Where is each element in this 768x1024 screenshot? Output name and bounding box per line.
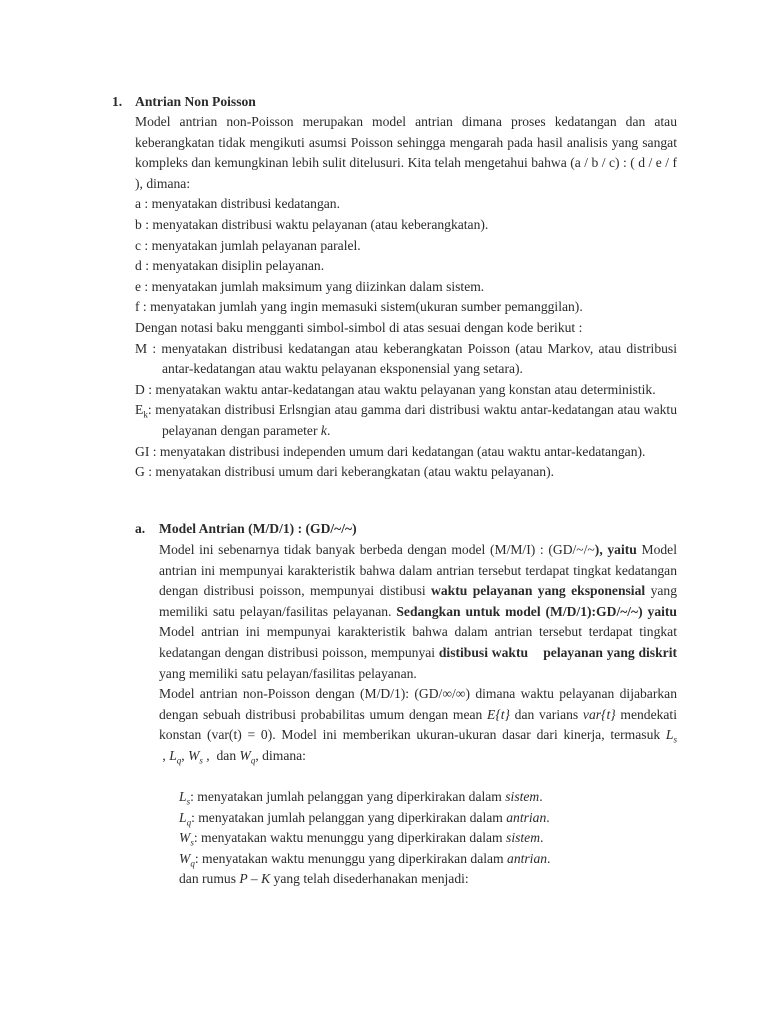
variable-list	[179, 787, 679, 890]
var-wq-place: antrian	[507, 850, 548, 866]
ls-symbol: L	[665, 727, 674, 743]
p1-text-1: Model ini sebenarnya tidak banyak berbeda dengan model (M/M/I) : (GD/~/~	[159, 542, 595, 557]
var-lq-place: antrian	[506, 809, 547, 825]
var-ws-end: .	[540, 830, 544, 846]
variance-symbol: var{t}	[582, 706, 616, 722]
model-comparison-paragraph	[159, 540, 677, 684]
notation-list	[135, 194, 677, 318]
p2-sep-1: ,	[159, 747, 170, 763]
p2-text-2: dan varians	[509, 706, 583, 722]
lq-subscript: q	[176, 755, 182, 766]
notation-item-a: a : menyatakan distribusi kedatangan.	[135, 196, 340, 212]
code-m: M : menyatakan distribusi kedatangan atau keberangkatan Poisson (atau Markov, atau distribusi antar-kedatangan atau waktu pelayanan eksponensial yang setara).	[135, 340, 677, 377]
code-d: D : menyatakan waktu antar-kedatangan atau waktu pelayanan yang konstan atau deterministik.	[135, 381, 656, 397]
ek-subscript: k	[143, 410, 148, 421]
var-wq	[179, 849, 679, 870]
code-gi: GI : menyatakan distribusi independen umum dari kedatangan (atau waktu antar-kedatangan).	[135, 443, 646, 459]
ek-parameter: k	[320, 422, 327, 438]
var-wq-text: : menyatakan waktu menunggu yang diperkirakan dalam	[194, 850, 508, 866]
subsection-body	[159, 540, 677, 767]
var-ws-text: : menyatakan waktu menunggu yang diperkirakan dalam	[193, 830, 507, 846]
subsection-title: Model Antrian (M/D/1) : (GD/~/~)	[159, 521, 357, 536]
notation-item-c: c : menyatakan jumlah pelayanan paralel.	[135, 237, 361, 253]
var-lq-subscript: q	[186, 817, 192, 828]
mean-symbol: E{t}	[487, 706, 510, 722]
formula-intro-1: dan rumus	[179, 871, 240, 887]
p1-text-4: Model antrian ini mempunyai karakteristik bahwa dalam antrian tersebut terdapat tingkat kedatangan dengan distribusi poisson, mempunyai	[159, 624, 677, 660]
intro-paragraph: Model antrian non-Poisson merupakan model antrian dimana proses kedatangan dan atau keberangkatan tidak mengikuti asumsi Poisson sehingga mengarah pada hasil analisis yang sangat kompleks dan kemungkinan lebih sulit ditelusuri. Kita telah mengetahui bahwa (a / b / c) : ( d / e / f ), dimana:	[135, 114, 677, 191]
var-ls	[179, 787, 679, 808]
p2-sep-2: ,	[181, 747, 189, 763]
var-lq-end: .	[546, 809, 550, 825]
section-body	[135, 112, 677, 483]
p2-text-4: dan	[213, 747, 240, 763]
ws-symbol: W	[188, 747, 200, 763]
var-ls-place: sistem	[505, 789, 540, 804]
code-ek	[135, 400, 677, 441]
p1-text-5: yang memiliki satu pelayan/fasilitas pelayanan.	[159, 665, 417, 681]
ek-symbol: E	[135, 402, 144, 418]
var-ws-subscript: s	[190, 837, 194, 848]
p2-text-3: mendekati konstan (var(t) = 0). Model ini memberikan ukuran-ukuran dasar dari kinerja, termasuk	[159, 706, 677, 743]
var-ls-text: : menyatakan jumlah pelanggan yang diperkirakan dalam	[190, 789, 506, 804]
var-lq-symbol: L	[179, 809, 187, 825]
var-wq-symbol: W	[179, 850, 191, 866]
var-ws-place: sistem	[506, 830, 541, 846]
var-ls-symbol: L	[179, 789, 187, 804]
ls-subscript: s	[673, 735, 677, 746]
wq-subscript: q	[250, 755, 256, 766]
var-lq-text: : menyatakan jumlah pelanggan yang diperkirakan dalam	[191, 809, 507, 825]
ek-end: .	[326, 422, 331, 438]
standard-notation-intro: Dengan notasi baku mengganti simbol-simbol di atas sesuai dengan kode berikut :	[135, 319, 583, 335]
subsection-label: a.	[135, 521, 146, 536]
p1-bold-4: distibusi waktu pelayanan yang diskrit	[438, 644, 677, 660]
formula-intro	[179, 869, 679, 890]
var-wq-end: .	[547, 850, 551, 866]
non-poisson-paragraph	[159, 684, 677, 766]
p1-text-3: yang memiliki satu pelayan/fasilitas pelayanan.	[159, 583, 677, 619]
code-g: G : menyatakan distribusi umum dari keberangkatan (atau waktu pelayanan).	[135, 464, 554, 480]
formula-intro-2: yang telah disederhanakan menjadi:	[270, 871, 469, 887]
ws-subscript: s	[199, 755, 203, 766]
var-ws	[179, 828, 679, 849]
p2-sep-3: ,	[202, 747, 214, 763]
var-wq-subscript: q	[190, 858, 195, 869]
notation-item-e: e : menyatakan jumlah maksimum yang diizinkan dalam sistem.	[135, 278, 485, 294]
p1-bold-3: Sedangkan untuk model (M/D/1):GD/~/~) yaitu	[396, 603, 677, 619]
p1-bold-2: waktu pelayanan yang eksponensial	[431, 583, 646, 599]
var-ls-end: .	[539, 789, 543, 804]
p1-text-2: Model antrian ini mempunyai karakteristik bahwa dalam antrian tersebut terdapat tingkat kedatangan dengan distribusi poisson, mempunyai distibusi	[159, 542, 677, 599]
notation-item-b: b : menyatakan distribusi waktu pelayanan (atau keberangkatan).	[135, 216, 489, 232]
section-number: 1.	[112, 94, 123, 109]
p1-bold-1: ), yaitu	[594, 542, 637, 557]
ek-text: : menyatakan distribusi Erlsngian atau gamma dari distribusi waktu antar-kedatangan atau waktu pelayanan dengan parameter	[147, 402, 677, 438]
var-ws-symbol: W	[179, 830, 191, 846]
section-title: Antrian Non Poisson	[135, 94, 256, 109]
var-lq	[179, 808, 679, 829]
lq-symbol: L	[169, 747, 177, 763]
p2-text-5: , dimana:	[255, 747, 306, 763]
notation-item-d: d : menyatakan disiplin pelayanan.	[135, 258, 325, 274]
formula-name: P – K	[239, 871, 271, 887]
wq-symbol: W	[239, 747, 251, 763]
p2-text-1: Model antrian non-Poisson dengan (M/D/1): (GD/∞/∞) dimana waktu pelayanan dijabarkan dengan sebuah distribusi probabilitas umum dengan mean	[159, 686, 677, 722]
notation-item-f: f : menyatakan jumlah yang ingin memasuki sistem(ukuran sumber pemanggilan).	[135, 299, 583, 315]
var-ls-subscript: s	[186, 796, 191, 807]
